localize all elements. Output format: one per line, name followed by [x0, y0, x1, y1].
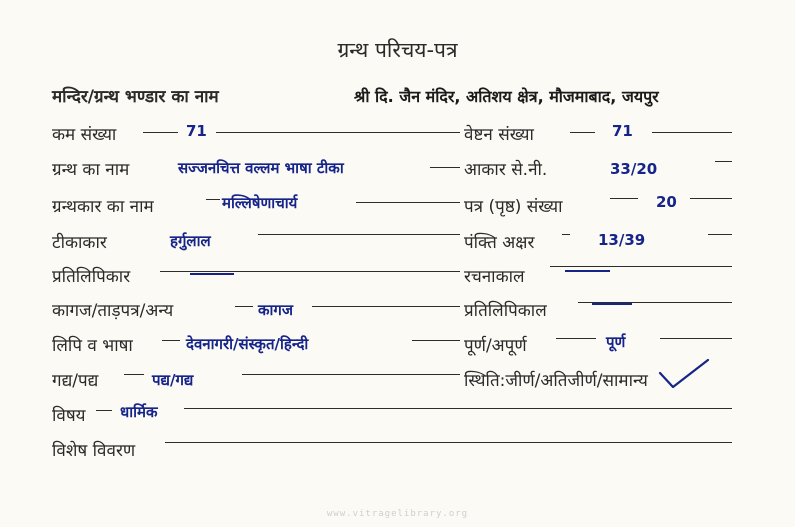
field-line — [143, 132, 178, 133]
material-value: कागज — [258, 301, 293, 319]
composition-blank-mark — [565, 270, 610, 272]
composition-period-label: रचनाकाल — [464, 267, 525, 287]
copyist-blank-mark — [190, 273, 234, 275]
field-line — [430, 167, 460, 168]
library-name-label: मन्दिर/ग्रन्थ भण्डार का नाम — [52, 87, 219, 107]
wrapper-number-value: 71 — [612, 122, 633, 140]
field-line — [184, 408, 732, 409]
serial-number-value: 71 — [186, 122, 207, 140]
prose-verse-value: पद्य/गद्य — [152, 371, 194, 389]
watermark: www.vitragelibrary.org — [326, 509, 469, 519]
card-title: ग्रन्थ परिचय-पत्र — [337, 38, 458, 62]
checkmark-icon — [656, 357, 712, 391]
field-line — [165, 442, 732, 443]
wrapper-number-label: वेष्टन संख्या — [464, 125, 534, 145]
field-line — [652, 132, 732, 133]
library-name-value: श्री दि. जैन मंदिर, अतिशय क्षेत्र, मौजमाबाद, जयपुर — [354, 87, 659, 106]
field-line — [715, 161, 732, 162]
commentator-value: हर्गुलाल — [170, 232, 211, 250]
copy-period-blank-mark — [592, 303, 632, 305]
field-line — [242, 374, 460, 375]
copyist-label: प्रतिलिपिकार — [52, 267, 131, 287]
serial-number-label: कम संख्या — [52, 125, 117, 145]
prose-verse-label: गद्य/पद्य — [52, 371, 99, 391]
field-line — [216, 132, 460, 133]
field-line — [160, 271, 460, 272]
field-line — [610, 198, 638, 199]
subject-label: विषय — [52, 406, 86, 426]
field-line — [708, 234, 732, 235]
field-line — [162, 340, 180, 341]
field-line — [235, 306, 253, 307]
field-line — [312, 306, 460, 307]
author-name-label: ग्रन्थकार का नाम — [52, 197, 154, 217]
book-name-label: ग्रन्थ का नाम — [52, 160, 130, 180]
field-line — [660, 338, 732, 339]
subject-value: धार्मिक — [120, 403, 158, 421]
complete-value: पूर्ण — [606, 333, 626, 351]
condition-label: स्थिति:जीर्ण/अतिजीर्ण/सामान्य — [464, 371, 648, 391]
material-label: कागज/ताड़पत्र/अन्य — [52, 301, 174, 321]
commentator-label: टीकाकार — [52, 233, 107, 253]
copy-period-label: प्रतिलिपिकाल — [464, 301, 547, 321]
field-line — [412, 340, 460, 341]
special-details-label: विशेष विवरण — [52, 441, 136, 461]
field-line — [124, 374, 144, 375]
field-line — [562, 234, 570, 235]
size-value: 33/20 — [610, 160, 658, 178]
lines-letters-label: पंक्ति अक्षर — [464, 233, 535, 253]
book-name-value: सज्जनचित्त वल्लम भाषा टीका — [178, 159, 344, 177]
page-count-label: पत्र (पृष्ठ) संख्या — [464, 197, 563, 217]
complete-label: पूर्ण/अपूर्ण — [464, 336, 527, 356]
field-line — [550, 266, 732, 267]
lines-letters-value: 13/39 — [598, 231, 646, 249]
field-line — [258, 234, 460, 235]
field-line — [556, 338, 596, 339]
author-name-value: मल्लिषेणाचार्य — [222, 194, 298, 212]
page-count-value: 20 — [656, 193, 677, 211]
field-line — [206, 199, 220, 200]
field-line — [356, 202, 460, 203]
field-line — [690, 198, 732, 199]
script-language-label: लिपि व भाषा — [52, 336, 133, 356]
script-language-value: देवनागरी/संस्कृत/हिन्दी — [186, 335, 309, 353]
size-label: आकार से.नी. — [464, 160, 548, 180]
field-line — [96, 410, 112, 411]
field-line — [570, 132, 595, 133]
